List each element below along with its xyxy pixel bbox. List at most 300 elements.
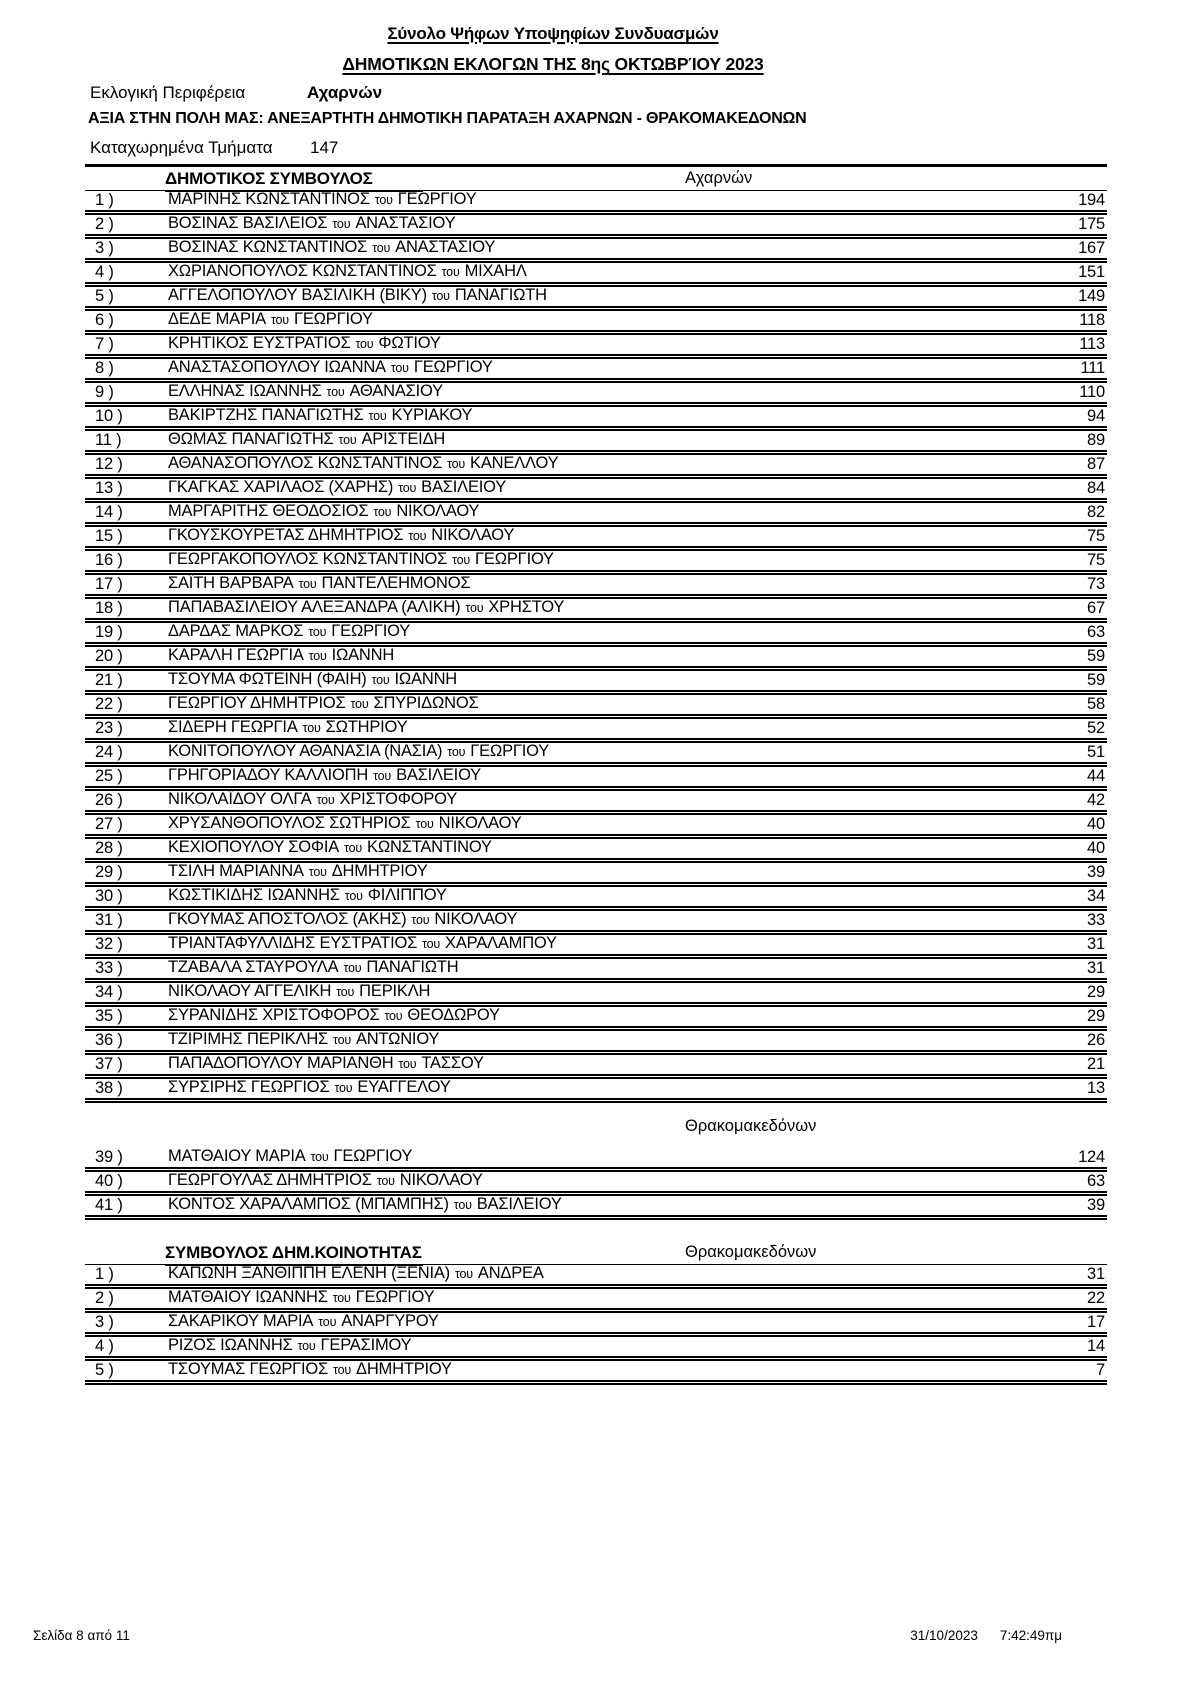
candidate-number: 9 ) [95,383,114,401]
candidate-number: 13 ) [95,479,123,497]
vote-count: 110 [1079,383,1105,401]
candidate-surname-firstname: ΓΕΩΡΓΑΚΟΠΟΥΛΟΣ ΚΩΝΣΤΑΝΤΙΝΟΣ [168,551,448,568]
candidate-surname-firstname: ΑΘΑΝΑΣΟΠΟΥΛΟΣ ΚΩΝΣΤΑΝΤΙΝΟΣ [168,455,443,472]
candidate-row [85,1055,1107,1079]
patronymic-connector: του [308,649,327,663]
candidate-number: 29 ) [95,863,123,881]
candidate-row [85,1031,1107,1055]
candidate-row [85,647,1107,671]
father-name: ΔΗΜΗΤΡΙΟΥ [331,863,428,880]
candidate-row [85,239,1107,263]
father-name: ΑΡΙΣΤΕΙΔΗ [361,431,446,448]
candidate-name [168,959,1087,977]
candidate-number: 1 ) [95,191,114,209]
vote-count: 63 [1087,623,1105,641]
patronymic-connector: του [344,889,363,903]
registered-precincts-value: 147 [310,138,339,157]
candidate-surname-firstname: ΓΡΗΓΟΡΙΑΔΟΥ ΚΑΛΛΙΟΠΗ [168,767,369,784]
patronymic-connector: του [368,409,387,423]
vote-count: 22 [1087,1289,1105,1307]
candidate-number: 31 ) [95,911,123,929]
father-name: ΚΑΝΕΛΛΟΥ [470,455,559,472]
candidate-name [168,863,1087,881]
candidate-number: 41 ) [95,1196,123,1214]
candidate-name [168,671,1087,689]
candidate-name [168,695,1087,713]
vote-count: 40 [1087,839,1105,857]
father-name: ΑΝΑΡΓΥΡΟΥ [341,1313,439,1330]
candidate-surname-firstname: ΚΑΠΩΝΗ ΞΑΝΘΙΠΠΗ ΕΛΕΝΗ (ΞΕΝΙΑ) [168,1265,450,1282]
vote-count: 7 [1096,1361,1105,1379]
candidate-surname-firstname: ΡΙΖΟΣ ΙΩΑΝΝΗΣ [168,1337,293,1354]
candidate-name [168,479,1087,497]
vote-count: 44 [1087,767,1105,785]
candidate-name [168,1289,1087,1307]
candidate-number: 5 ) [95,1361,114,1379]
candidate-row [85,215,1107,239]
candidate-number: 15 ) [95,527,123,545]
candidate-name [168,647,1087,665]
candidate-number: 3 ) [95,1313,114,1331]
candidate-number: 5 ) [95,287,114,305]
father-name: ΧΡΙΣΤΟΦΟΡΟΥ [339,791,458,808]
registered-precincts-label: Καταχωρημένα Τμήματα [90,138,273,157]
candidate-surname-firstname: ΠΑΠΑΔΟΠΟΥΛΟΥ ΜΑΡΙΑΝΘΗ [168,1055,394,1072]
vote-count: 42 [1087,791,1105,809]
father-name: ΓΕΩΡΓΙΟΥ [413,359,493,376]
patronymic-connector: του [373,505,392,519]
print-date: 31/10/2023 [910,1628,978,1643]
candidate-row [85,263,1107,287]
candidate-surname-firstname: ΑΝΑΣΤΑΣΟΠΟΥΛΟΥ ΙΩΑΝΝΑ [168,359,386,376]
father-name: ΓΕΩΡΓΙΟΥ [333,1148,413,1165]
patronymic-connector: του [373,769,392,783]
candidate-surname-firstname: ΓΕΩΡΓΙΟΥ ΔΗΜΗΤΡΙΟΣ [168,695,346,712]
candidate-number: 14 ) [95,503,123,521]
patronymic-connector: του [422,937,441,951]
candidate-number: 8 ) [95,359,114,377]
candidate-surname-firstname: ΓΚΟΥΣΚΟΥΡΕΤΑΣ ΔΗΜΗΤΡΙΟΣ [168,527,404,544]
candidate-name [168,1361,1096,1379]
vote-count: 14 [1087,1337,1105,1355]
vote-count: 151 [1078,263,1105,281]
candidate-name [168,383,1079,401]
vote-count: 87 [1087,455,1105,473]
candidate-number: 19 ) [95,623,123,641]
candidate-row [85,983,1107,1007]
vote-count: 73 [1087,575,1105,593]
father-name: ΙΩΑΝΝΗ [331,647,395,664]
candidate-row [85,1361,1107,1385]
candidate-name [168,623,1087,641]
father-name: ΒΑΣΙΛΕΙΟΥ [476,1196,562,1213]
father-name: ΚΥΡΙΑΚΟΥ [391,407,473,424]
candidate-number: 36 ) [95,1031,123,1049]
candidate-row [85,287,1107,311]
father-name: ΠΑΝΑΓΙΩΤΗ [454,287,547,304]
candidate-name [168,791,1087,809]
candidate-number: 4 ) [95,1337,114,1355]
section-title: ΣΥΜΒΟΥΛΟΣ ΔΗΜ.ΚΟΙΝΟΤΗΤΑΣ [165,1243,423,1266]
patronymic-connector: του [338,433,357,447]
patronymic-connector: του [343,961,362,975]
patronymic-connector: του [465,601,484,615]
patronymic-connector: του [297,1339,316,1353]
candidate-number: 37 ) [95,1055,123,1073]
vote-count: 167 [1078,239,1105,257]
father-name: ΝΙΚΟΛΑΟΥ [431,527,515,544]
candidate-name [168,983,1087,1001]
father-name: ΑΝΑΣΤΑΣΙΟΥ [355,215,456,232]
candidate-number: 16 ) [95,551,123,569]
candidate-surname-firstname: ΣΥΡΣΙΡΗΣ ΓΕΩΡΓΙΟΣ [168,1079,330,1096]
candidate-name [168,815,1087,833]
candidate-row [85,695,1107,719]
vote-count: 82 [1087,503,1105,521]
candidate-number: 25 ) [95,767,123,785]
candidate-name [168,335,1079,353]
candidate-name [168,191,1078,209]
patronymic-connector: του [390,361,409,375]
candidate-name [168,287,1078,305]
candidate-row [85,1265,1107,1289]
candidate-number: 24 ) [95,743,123,761]
candidate-row [85,575,1107,599]
candidate-row [85,815,1107,839]
candidate-row [85,335,1107,359]
candidate-surname-firstname: ΒΑΚΙΡΤΖΗΣ ΠΑΝΑΓΙΩΤΗΣ [168,407,364,424]
candidate-number: 1 ) [95,1265,114,1283]
electoral-district-row [85,83,1107,103]
candidate-row [85,311,1107,335]
subsection-region-row [85,1103,1107,1148]
print-timestamp [910,1628,1062,1643]
candidate-name [168,407,1087,425]
candidate-name [168,1337,1087,1355]
patronymic-connector: του [441,265,460,279]
candidate-row [85,407,1107,431]
candidate-surname-firstname: ΤΣΟΥΜΑΣ ΓΕΩΡΓΙΟΣ [168,1361,329,1378]
candidate-row [85,383,1107,407]
candidate-surname-firstname: ΝΙΚΟΛΑΟΥ ΑΓΓΕΛΙΚΗ [168,983,332,1000]
father-name: ΓΕΩΡΓΙΟΥ [293,311,373,328]
candidate-row [85,1079,1107,1103]
vote-count: 17 [1087,1313,1105,1331]
patronymic-connector: του [372,241,391,255]
candidate-name [168,263,1078,281]
father-name: ΝΙΚΟΛΑΟΥ [396,503,480,520]
candidate-number: 22 ) [95,695,123,713]
candidate-name [168,311,1079,329]
candidate-row [85,1148,1107,1172]
patronymic-connector: του [452,553,471,567]
candidate-number: 33 ) [95,959,123,977]
patronymic-connector: του [310,1150,329,1164]
patronymic-connector: του [350,697,369,711]
candidate-name [168,911,1087,929]
candidate-number: 23 ) [95,719,123,737]
candidate-number: 12 ) [95,455,123,473]
vote-count: 29 [1087,983,1105,1001]
candidate-number: 28 ) [95,839,123,857]
candidate-number: 4 ) [95,263,114,281]
candidate-row [85,863,1107,887]
vote-count: 67 [1087,599,1105,617]
candidate-surname-firstname: ΤΡΙΑΝΤΑΦΥΛΛΙΔΗΣ ΕΥΣΤΡΑΤΙΟΣ [168,935,418,952]
patronymic-connector: του [336,985,355,999]
candidate-surname-firstname: ΚΡΗΤΙΚΟΣ ΕΥΣΤΡΑΤΙΟΣ [168,335,351,352]
candidate-number: 39 ) [95,1148,123,1166]
candidate-name [168,887,1087,905]
candidate-number: 3 ) [95,239,114,257]
candidate-surname-firstname: ΒΟΣΙΝΑΣ ΒΑΣΙΛΕΙΟΣ [168,215,328,232]
father-name: ΕΥΑΓΓΕΛΟΥ [357,1079,451,1096]
candidate-number: 2 ) [95,215,114,233]
patronymic-connector: του [415,817,434,831]
father-name: ΝΙΚΟΛΑΟΥ [434,911,518,928]
candidate-list-thrakomakedones [85,1148,1107,1220]
father-name: ΜΙΧΑΗΛ [464,263,527,280]
candidate-name [168,1196,1087,1214]
candidate-row [85,503,1107,527]
candidate-row [85,1196,1107,1220]
patronymic-connector: του [398,481,417,495]
father-name: ΓΕΩΡΓΙΟΥ [397,191,477,208]
vote-count: 39 [1087,863,1105,881]
candidate-row [85,479,1107,503]
candidate-surname-firstname: ΑΓΓΕΛΟΠΟΥΛΟΥ ΒΑΣΙΛΙΚΗ (ΒΙΚΥ) [168,287,427,304]
patronymic-connector: του [308,625,327,639]
vote-count: 94 [1087,407,1105,425]
candidate-name [168,455,1087,473]
candidate-row [85,551,1107,575]
father-name: ΑΘΑΝΑΣΙΟΥ [349,383,443,400]
father-name: ΣΩΤΗΡΙΟΥ [325,719,408,736]
candidate-surname-firstname: ΕΛΛΗΝΑΣ ΙΩΑΝΝΗΣ [168,383,322,400]
candidate-name [168,239,1078,257]
father-name: ΠΑΝΤΕΛΕΗΜΟΝΟΣ [321,575,471,592]
candidate-name [168,719,1087,737]
candidate-name [168,503,1087,521]
candidate-surname-firstname: ΜΑΡΓΑΡΙΤΗΣ ΘΕΟΔΟΣΙΟΣ [168,503,369,520]
patronymic-connector: του [332,1291,351,1305]
candidate-surname-firstname: ΜΑΤΘΑΙΟΥ ΙΩΑΝΝΗΣ [168,1289,328,1306]
candidate-row [85,1172,1107,1196]
page-number: Σελίδα 8 από 11 [33,1628,130,1643]
father-name: ΘΕΟΔΩΡΟΥ [407,1007,500,1024]
father-name: ΒΑΣΙΛΕΙΟΥ [421,479,507,496]
party-name: ΑΞΙΑ ΣΤΗΝ ΠΟΛΗ ΜΑΣ: ΑΝΕΞΑΡΤΗΤΗ ΔΗΜΟΤΙΚΗ ΠΑΡΑΤΑΞΗ ΑΧΑΡΝΩΝ - ΘΡΑΚΟΜΑΚΕΔΟΝΩΝ [88,110,807,127]
candidate-row [85,887,1107,911]
father-name: ΝΙΚΟΛΑΟΥ [399,1172,483,1189]
candidate-list-community [85,1265,1107,1385]
candidate-name [168,551,1087,569]
candidate-number: 40 ) [95,1172,123,1190]
father-name: ΑΝΑΣΤΑΣΙΟΥ [395,239,496,256]
candidate-row [85,455,1107,479]
candidate-surname-firstname: ΜΑΡΙΝΗΣ ΚΩΝΣΤΑΝΤΙΝΟΣ [168,191,370,208]
candidate-surname-firstname: ΚΟΝΙΤΟΠΟΥΛΟΥ ΑΘΑΝΑΣΙΑ (ΝΑΣΙΑ) [168,743,443,760]
patronymic-connector: του [371,673,390,687]
candidate-row [85,767,1107,791]
vote-count: 33 [1087,911,1105,929]
patronymic-connector: του [318,1315,337,1329]
vote-count: 149 [1078,287,1105,305]
vote-count: 75 [1087,527,1105,545]
father-name: ΓΕΡΑΣΙΜΟΥ [320,1337,412,1354]
candidate-list-acharnes [85,191,1107,1103]
print-time: 7:42:49πμ [999,1628,1062,1643]
patronymic-connector: του [270,313,289,327]
candidate-number: 34 ) [95,983,123,1001]
vote-count: 29 [1087,1007,1105,1025]
registered-precincts-row [85,138,1107,158]
father-name: ΠΕΡΙΚΛΗ [359,983,431,1000]
candidate-name [168,1313,1087,1331]
subsection-region-label: Θρακομακεδόνων [685,1117,817,1135]
vote-count: 40 [1087,815,1105,833]
report-title-block [42,24,1064,75]
candidate-surname-firstname: ΣΑΚΑΡΙΚΟΥ ΜΑΡΙΑ [168,1313,314,1330]
vote-count: 26 [1087,1031,1105,1049]
candidate-number: 2 ) [95,1289,114,1307]
candidate-surname-firstname: ΜΑΤΘΑΙΟΥ ΜΑΡΙΑ [168,1148,306,1165]
vote-count: 31 [1087,935,1105,953]
vote-count: 59 [1087,671,1105,689]
candidate-row [85,791,1107,815]
candidate-row [85,1007,1107,1031]
candidate-row [85,191,1107,215]
vote-count: 111 [1080,359,1105,377]
candidate-name [168,1055,1087,1073]
candidate-name [168,527,1087,545]
candidate-surname-firstname: ΚΟΝΤΟΣ ΧΑΡΑΛΑΜΠΟΣ (ΜΠΑΜΠΗΣ) [168,1196,449,1213]
candidate-row [85,1337,1107,1361]
candidate-row [85,1313,1107,1337]
candidate-surname-firstname: ΧΡΥΣΑΝΘΟΠΟΥΛΟΣ ΣΩΤΗΡΙΟΣ [168,815,411,832]
candidate-number: 32 ) [95,935,123,953]
father-name: ΓΕΩΡΓΙΟΥ [355,1289,435,1306]
candidate-name [168,215,1078,233]
father-name: ΤΑΣΣΟΥ [421,1055,484,1072]
candidate-number: 6 ) [95,311,114,329]
father-name: ΓΕΩΡΓΙΟΥ [470,743,550,760]
candidate-row [85,959,1107,983]
candidate-surname-firstname: ΝΙΚΟΛΑΪΔΟΥ ΟΛΓΑ [168,791,312,808]
candidate-number: 18 ) [95,599,123,617]
candidate-surname-firstname: ΚΕΧΙΟΠΟΥΛΟΥ ΣΟΦΙΑ [168,839,340,856]
vote-count: 113 [1079,335,1105,353]
candidate-name [168,359,1081,377]
patronymic-connector: του [384,1009,403,1023]
patronymic-connector: του [355,337,374,351]
candidate-name [168,1031,1087,1049]
candidate-number: 26 ) [95,791,123,809]
candidate-surname-firstname: ΚΑΡΑΛΗ ΓΕΩΡΓΙΑ [168,647,304,664]
candidate-number: 20 ) [95,647,123,665]
patronymic-connector: του [376,1174,395,1188]
father-name: ΒΑΣΙΛΕΙΟΥ [396,767,481,784]
patronymic-connector: του [326,385,345,399]
candidate-row [85,623,1107,647]
candidate-row [85,935,1107,959]
candidate-number: 11 ) [95,431,122,449]
vote-count: 31 [1087,1265,1105,1283]
vote-count: 194 [1078,191,1105,209]
patronymic-connector: του [302,721,321,735]
candidate-row [85,359,1107,383]
patronymic-connector: του [431,289,450,303]
father-name: ΠΑΝΑΓΙΩΤΗ [366,959,459,976]
patronymic-connector: του [333,1363,352,1377]
vote-count: 89 [1087,431,1105,449]
candidate-number: 27 ) [95,815,123,833]
vote-count: 52 [1087,719,1105,737]
candidate-name [168,839,1087,857]
father-name: ΙΩΑΝΝΗ [394,671,458,688]
candidate-surname-firstname: ΠΑΠΑΒΑΣΙΛΕΙΟΥ ΑΛΕΞΑΝΔΡΑ (ΑΛΙΚΗ) [168,599,461,616]
father-name: ΦΙΛΙΠΠΟΥ [367,887,447,904]
section-header-municipal-councilor [85,164,1107,191]
candidate-surname-firstname: ΣΑΪΤΗ ΒΑΡΒΑΡΑ [168,575,294,592]
candidate-surname-firstname: ΘΩΜΑΣ ΠΑΝΑΓΙΩΤΗΣ [168,431,334,448]
candidate-name [168,1265,1087,1283]
candidate-surname-firstname: ΤΣΙΛΗ ΜΑΡΙΑΝΝΑ [168,863,304,880]
candidate-row [85,599,1107,623]
candidate-surname-firstname: ΓΚΑΓΚΑΣ ΧΑΡΙΛΑΟΣ (ΧΑΡΗΣ) [168,479,394,496]
patronymic-connector: του [308,865,327,879]
candidate-row [85,743,1107,767]
section-header-community-councilor [85,1238,1107,1265]
patronymic-connector: του [408,529,427,543]
father-name: ΑΝΤΩΝΙΟΥ [355,1031,440,1048]
vote-count: 31 [1087,959,1105,977]
patronymic-connector: του [398,1057,417,1071]
candidate-surname-firstname: ΚΩΣΤΙΚΙΔΗΣ ΙΩΑΝΝΗΣ [168,887,340,904]
vote-count: 34 [1087,887,1105,905]
patronymic-connector: του [333,1033,351,1047]
vote-count: 58 [1087,695,1105,713]
electoral-district-value: Αχαρνών [307,83,383,102]
patronymic-connector: του [454,1267,473,1281]
vote-count: 75 [1087,551,1105,569]
vote-count: 124 [1078,1148,1105,1166]
candidate-number: 17 ) [95,575,123,593]
candidate-number: 35 ) [95,1007,123,1025]
candidate-number: 10 ) [95,407,123,425]
candidate-surname-firstname: ΤΖΑΒΑΛΑ ΣΤΑΥΡΟΥΛΑ [168,959,339,976]
father-name: ΓΕΩΡΓΙΟΥ [331,623,411,640]
section-gap [85,1220,1107,1238]
vote-count: 51 [1087,743,1105,761]
patronymic-connector: του [316,793,335,807]
patronymic-connector: του [411,913,430,927]
candidate-name [168,575,1087,593]
electoral-district-label: Εκλογική Περιφέρεια [90,83,246,102]
vote-count: 59 [1087,647,1105,665]
vote-count: 39 [1087,1196,1105,1214]
vote-count: 84 [1087,479,1105,497]
candidate-name [168,767,1087,785]
patronymic-connector: του [374,193,393,207]
candidate-surname-firstname: ΔΕΔΕ ΜΑΡΙΑ [168,311,266,328]
father-name: ΔΗΜΗΤΡΙΟΥ [356,1361,452,1378]
father-name: ΝΙΚΟΛΑΟΥ [438,815,522,832]
section-region-label: Αχαρνών [685,169,753,187]
candidate-row [85,839,1107,863]
father-name: ΧΡΗΣΤΟΥ [488,599,565,616]
section-region-label: Θρακομακεδόνων [685,1243,817,1261]
